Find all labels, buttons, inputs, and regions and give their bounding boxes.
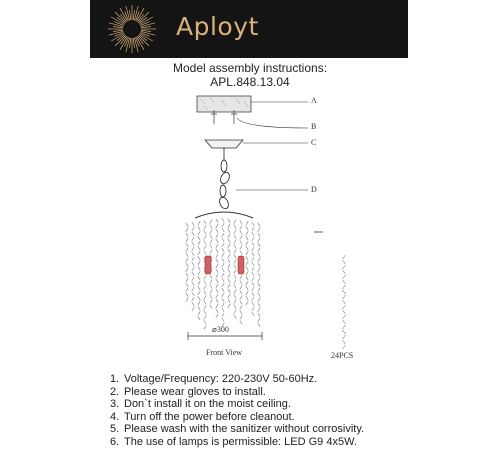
part-label-b: B <box>311 122 317 131</box>
chain <box>218 148 231 210</box>
instruction-item: 6. The use of lamps is permissible: LED G9 4x5W. <box>110 435 357 448</box>
diameter-label: ⌀300 <box>212 325 229 334</box>
single-crystal-strand <box>343 255 346 349</box>
part-label-a: A <box>311 96 317 105</box>
assembly-drawing <box>0 90 500 370</box>
bulb-right <box>238 256 244 274</box>
model-number: APL.848.13.04 <box>210 75 290 89</box>
instruction-item: 2. Please wear gloves to install. <box>110 385 266 398</box>
instruction-item: 3. Don`t install it on the moist ceiling. <box>110 398 291 411</box>
mounting-plate <box>197 96 251 112</box>
bulb-left <box>205 256 211 274</box>
brand-name: Aployt <box>176 12 259 41</box>
instruction-list <box>110 373 364 449</box>
canopy <box>205 140 243 148</box>
pieces-count-label: 24PCS <box>331 351 354 360</box>
page-title: Model assembly instructions: <box>172 61 328 75</box>
instruction-item: 1. Voltage/Frequency: 220-230V 50-60Hz. <box>110 373 318 385</box>
instruction-item: 4. Turn off the power before cleanout. <box>110 410 295 423</box>
part-label-d: D <box>311 185 317 194</box>
brand-banner <box>90 0 408 58</box>
instruction-item: 5. Please wash with the sanitizer without corrosivity. <box>110 423 365 436</box>
part-label-c: C <box>311 138 317 147</box>
crystal-strands <box>186 218 260 329</box>
front-view-label: Front View <box>206 348 243 357</box>
leader-lines <box>236 102 308 190</box>
